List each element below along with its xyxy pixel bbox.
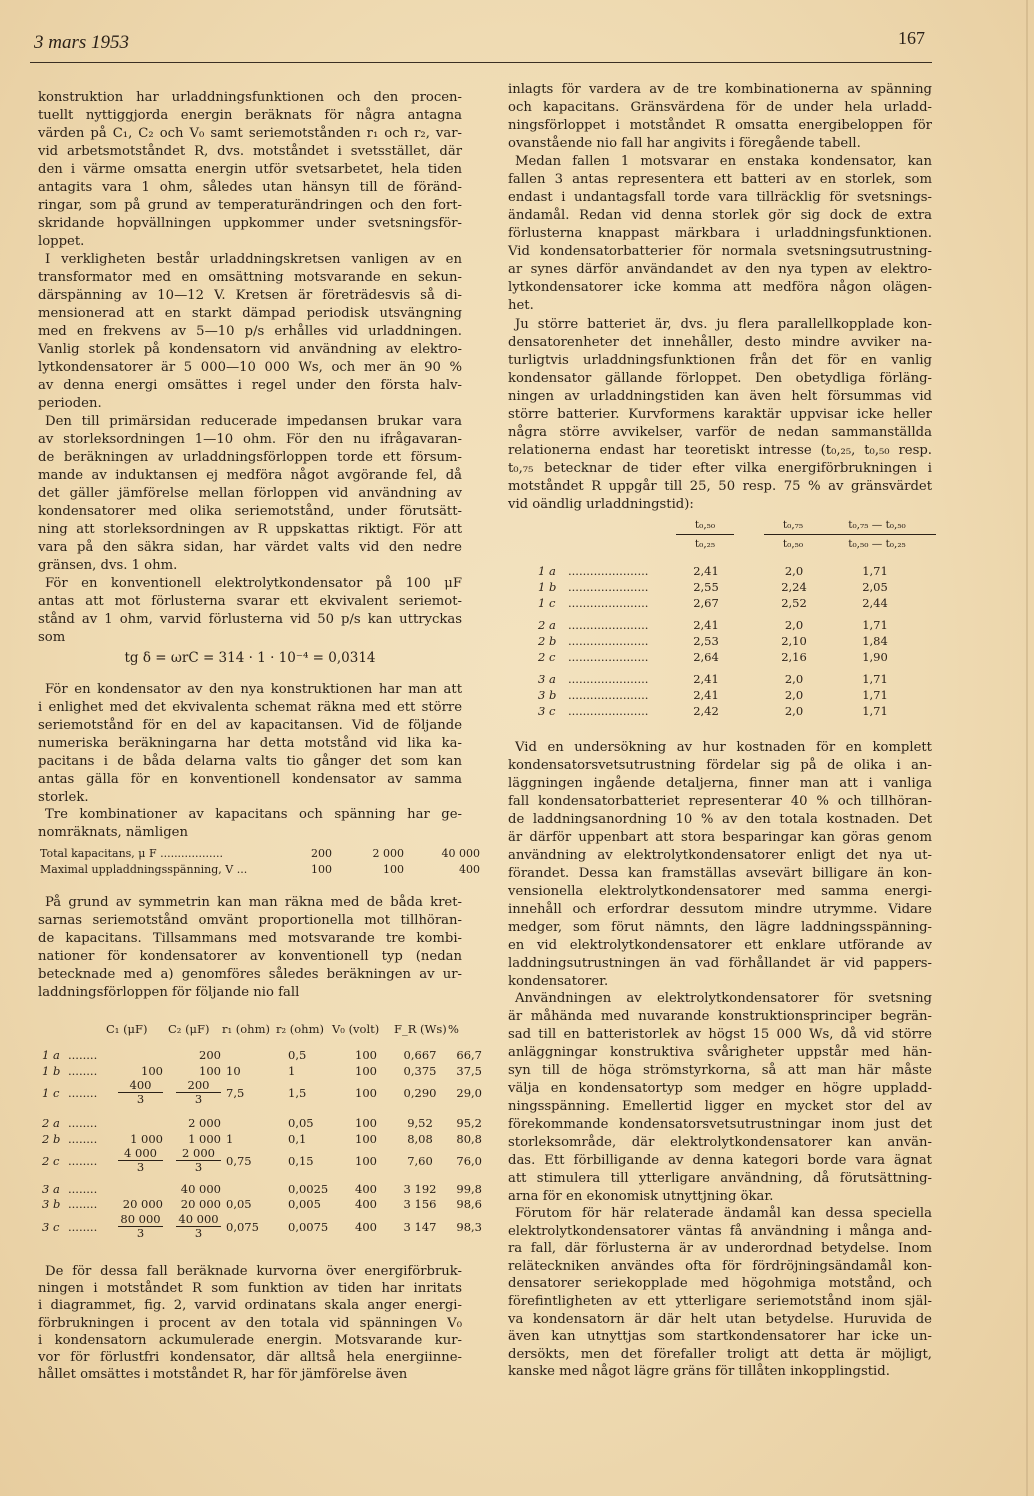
table-cell-pct: 98,3: [456, 1220, 482, 1234]
text-line: hållet omsättes i motståndet R, har för jämförelse även: [38, 1367, 408, 1383]
table-cell-c2: 1 000: [188, 1132, 221, 1146]
denominator: t₀,₅₀: [782, 538, 804, 550]
text-line: ra fall, där förlusterna är av underordnad betydelse. Inom: [508, 1241, 932, 1257]
denominator: 3: [136, 1226, 145, 1240]
table-cell-v0: 100: [355, 1116, 377, 1130]
numerator: t₀,₇₅: [764, 516, 822, 535]
table-cell-v0: 100: [355, 1086, 377, 1100]
case-label: 3 b: [42, 1197, 61, 1211]
left-column-paragraph: [38, 251, 462, 413]
right-column-paragraph: [508, 739, 932, 991]
denominator: 3: [194, 1160, 203, 1174]
table-cell-r2: 0,1: [288, 1132, 307, 1146]
column-header: %: [448, 1022, 459, 1036]
case-label: 2 a: [42, 1116, 60, 1130]
table-cell-fr: 9,52: [407, 1116, 433, 1130]
leader-dots: ......................: [568, 596, 649, 610]
combination-value: 2 000: [372, 847, 404, 860]
left-column-paragraph: [38, 806, 462, 842]
leader-dots: ........: [68, 1086, 98, 1100]
table-cell-v0: 100: [355, 1064, 377, 1078]
page-edge: [1026, 0, 1028, 1496]
fraction-cell: [176, 1079, 221, 1106]
text-line: nationer för kondensatorer av konventionell typ (nedan: [38, 949, 462, 964]
leader-dots: ........: [68, 1197, 98, 1211]
text-line: av storleksordningen 1—10 ohm. För den nu ifrågavaran-: [38, 432, 462, 447]
table-cell-fr: 3 192: [403, 1182, 437, 1196]
table-cell-v0: 100: [355, 1154, 377, 1168]
leader-dots: ......................: [568, 580, 649, 594]
text-line: pacitans i de båda delarna valts tio gånger det som kan: [38, 754, 462, 769]
text-line: ovanstående nio fall har angivits i föregående tabell.: [508, 136, 861, 151]
text-line: kondensatorsvetsutrustning fördelar sig på de olika i an-: [508, 758, 932, 773]
text-line: syn till de höga strömstyrkorna, så att man här måste: [508, 1063, 932, 1078]
ratio-header: [676, 516, 734, 553]
combination-row: [40, 862, 480, 878]
case-label: 2 a: [538, 618, 556, 632]
ratio-value: 2,0: [784, 672, 804, 686]
table-cell-pct: 76,0: [456, 1154, 482, 1168]
text-line: de kapacitans. Tillsammans med motsvarande tre kombi-: [38, 931, 462, 946]
text-line: medger, som förut nämnts, den lägre laddningsspänning-: [508, 920, 932, 935]
text-line: I verkligheten består urladdningskretsen vanligen av en: [45, 252, 462, 267]
combination-label: Maximal uppladdningsspänning, V ...: [40, 863, 248, 876]
text-line: större batterier. Kurvformens karaktär uppvisar icke heller: [508, 407, 932, 422]
denominator: 3: [194, 1226, 203, 1240]
case-label: 3 c: [42, 1220, 60, 1234]
table-cell-r2: 0,5: [288, 1048, 307, 1062]
text-line: storleksområde, där elektrolytkondensatorer kan använ-: [508, 1135, 932, 1150]
text-line: seriemotstånd för en del av kapacitansen. Vid de följande: [38, 718, 462, 733]
text-line: några större avvikelser, varför de nedan sammanställda: [508, 425, 932, 440]
ratio-value: 2,41: [693, 672, 719, 686]
text-line: förbrukningen i procent av den totala vid spänningen V₀: [38, 1315, 462, 1331]
text-line: ningen av urladdningstiden kan även helt försummas vid: [508, 389, 932, 404]
text-line: Förutom för här relaterade ändamål kan dessa speciella: [515, 1206, 932, 1221]
right-column-paragraph: [508, 1205, 932, 1381]
text-line: läggningen ingående detaljerna, finner man att i vanliga: [508, 776, 932, 791]
text-line: ning att storleksordningen av R uppskattas riktigt. För att: [38, 522, 462, 537]
text-line: de beräkningen av urladdningsförloppen torde ett försum-: [38, 450, 462, 465]
ratio-value: 2,53: [693, 634, 719, 648]
text-line: mensionerad att en starkt dämpad periodisk utsvängning: [38, 306, 462, 321]
text-line: storlek.: [38, 790, 89, 805]
column-header: V₀ (volt): [332, 1022, 380, 1036]
ratio-value: 2,67: [693, 596, 719, 610]
denominator: 3: [136, 1160, 145, 1174]
text-line: ningsspänning. Emellertid ligger en mycket stor del av: [508, 1099, 932, 1114]
text-line: perioden.: [38, 396, 102, 411]
leader-dots: ......................: [568, 704, 649, 718]
ratio-value: 2,05: [862, 580, 888, 594]
text-line: är därför uppenbart att stora besparingar kan göras genom: [508, 830, 932, 845]
text-line: Användningen av elektrolytkondensatorer för svetsning: [515, 991, 932, 1006]
case-label: 2 c: [538, 650, 556, 664]
table-cell-c2: 200: [199, 1048, 221, 1062]
table-cell-r1: 0,75: [226, 1154, 252, 1168]
text-line: de laddningsanordning 10 % av den totala kostnaden. Det: [508, 812, 932, 827]
text-line: Vid kondensatorbatterier för normala svetsningsutrustning-: [508, 244, 932, 259]
table-cell-fr: 0,375: [403, 1064, 437, 1078]
left-column-paragraph: [38, 575, 462, 647]
table-cell-c2: 2 000: [188, 1116, 221, 1130]
text-line: sad till en batteristorlek av högst 15 000 Ws, då vid större: [508, 1027, 932, 1042]
text-line: med en frekvens av 5—10 p/s erhålles vid urladdningen.: [38, 324, 462, 339]
text-line: innehåll och erfordrar dessutom mindre utrymme. Vidare: [508, 902, 932, 917]
ratio-value: 2,41: [693, 564, 719, 578]
text-line: mande av induktansen ej medföra något avgörande fel, då: [38, 468, 462, 483]
text-line: ar synes därför användandet av den nya typen av elektro-: [508, 262, 932, 277]
leader-dots: ........: [68, 1048, 98, 1062]
text-line: fallen 3 antas representera ett batteri av en storlek, som: [508, 172, 932, 187]
leader-dots: ........: [68, 1116, 98, 1130]
text-line: antagits vara 1 ohm, således utan hänsyn till de föränd-: [38, 180, 462, 195]
text-line: ningen i motståndet R som funktion av tiden har inritats: [38, 1281, 462, 1297]
table-cell-v0: 400: [355, 1182, 377, 1196]
loss-formula: tg δ = ωrC = 314 · 1 · 10⁻⁴ = 0,0314: [124, 650, 376, 666]
text-line: reläteckniken användes ofta för fördröjningsändamål kon-: [508, 1258, 932, 1274]
text-line: antas gälla för en konventionell kondensator av samma: [38, 772, 462, 787]
text-line: va kondensatorn är där helt utan betydelse. Huruvida de: [508, 1311, 932, 1327]
ratio-value: 2,55: [693, 580, 719, 594]
column-header: r₁ (ohm): [222, 1022, 270, 1036]
text-line: stånd av 1 ohm, varvid förlusterna vid 50 p/s kan uttryckas: [38, 612, 462, 627]
numerator: t₀,₅₀: [676, 516, 734, 535]
table-cell-r1: 7,5: [226, 1086, 245, 1100]
case-label: 3 a: [538, 672, 556, 686]
column-header: C₂ (μF): [168, 1022, 210, 1036]
table-cell-pct: 37,5: [456, 1064, 482, 1078]
text-line: av denna energi omsättes i regel under den första halv-: [38, 378, 462, 393]
combination-value: 100: [311, 863, 332, 876]
issue-date: 3 mars 1953: [34, 32, 130, 53]
ratio-value: 2,0: [784, 618, 804, 632]
leader-dots: ......................: [568, 688, 649, 702]
leader-dots: ........: [68, 1220, 98, 1234]
text-line: förandet. Dessa kan framställas avsevärt billigare än kon-: [508, 866, 932, 881]
combinations-table: [40, 846, 480, 878]
case-label: 2 b: [538, 634, 557, 648]
text-line: och kapacitans. Gränsvärdena för de under hela urladd-: [508, 100, 932, 115]
text-line: lytkondensatorer icke komma att medföra någon olägen-: [508, 280, 932, 295]
text-line: numeriska beräkningarna har detta motstånd vid lika ka-: [38, 736, 462, 751]
combination-value: 200: [311, 847, 332, 860]
case-label: 2 b: [42, 1132, 61, 1146]
table-cell-pct: 95,2: [456, 1116, 482, 1130]
table-cell-r2: 1: [288, 1064, 296, 1078]
combination-value: 40 000: [441, 847, 480, 860]
leader-dots: ........: [68, 1132, 98, 1146]
table-cell-fr: 0,290: [403, 1086, 437, 1100]
left-column-paragraph: [38, 413, 462, 575]
leader-dots: ......................: [568, 672, 649, 686]
table-cell-pct: 99,8: [456, 1182, 482, 1196]
right-column-paragraph: [508, 316, 932, 514]
text-line: är måhända med nuvarande konstruktionsprinciper begrän-: [508, 1009, 932, 1024]
text-line: därspänning av 10—12 V. Kretsen är företrädesvis så di-: [38, 288, 462, 303]
text-line: motståndet R uppgår till 25, 50 resp. 75 % av gränsvärdet: [508, 479, 932, 494]
text-line: kanske med något lägre gräns för tillåten inkopplingstid.: [508, 1364, 890, 1380]
ratio-value: 2,41: [693, 618, 719, 632]
ratio-value: 2,0: [784, 704, 804, 718]
column-header: F_R (Ws): [394, 1022, 447, 1036]
table-cell-pct: 29,0: [456, 1086, 482, 1100]
fraction-cell: [118, 1079, 163, 1106]
case-label: 3 c: [538, 704, 556, 718]
table-cell-r2: 0,0075: [288, 1220, 329, 1234]
text-line: Vanlig storlek på kondensatorn vid användning av elektro-: [38, 342, 462, 357]
fraction-cell: [118, 1213, 163, 1240]
text-line: den i värme omsatta energin utför svetsarbetet, hela tiden: [38, 162, 462, 177]
numerator: 200: [176, 1079, 221, 1093]
ratio-header: [818, 516, 936, 553]
text-line: het.: [508, 298, 534, 313]
table-cell-fr: 3 147: [403, 1220, 437, 1234]
case-label: 2 c: [42, 1154, 60, 1168]
text-line: relationerna endast har teoretiskt intresse (t₀,₂₅, t₀,₅₀ resp.: [508, 443, 932, 458]
ratio-value: 1,84: [862, 634, 888, 648]
text-line: vid arbetsmotståndet R, dvs. motståndet i svetsstället, där: [38, 144, 462, 159]
table-cell-c2: 100: [199, 1064, 221, 1078]
table-cell-c2: 40 000: [180, 1182, 221, 1196]
text-line: t₀,₇₅ betecknar de tider efter vilka energiförbrukningen i: [508, 461, 932, 476]
text-line: De för dessa fall beräknade kurvorna över energiförbruk-: [45, 1264, 462, 1279]
table-cell-pct: 66,7: [456, 1048, 482, 1062]
table-cell-r1: 10: [226, 1064, 241, 1078]
text-line: laddningsutrustningen än vad förhållandet är vid pappers-: [508, 956, 932, 971]
text-line: transformator med en omsättning motsvarande en sekun-: [38, 270, 462, 285]
text-line: i diagrammet, fig. 2, varvid ordinatans skala anger energi-: [38, 1298, 462, 1314]
page-number: 167: [898, 28, 925, 48]
ratio-header: [764, 516, 822, 553]
table-cell-v0: 100: [355, 1048, 377, 1062]
table-cell-v0: 400: [355, 1197, 377, 1211]
text-line: förefintligheten av ett ytterligare seriemotstånd inom själ-: [508, 1293, 932, 1309]
leader-dots: ........: [68, 1154, 98, 1168]
text-line: arna för en ekonomisk utnyttjning ökar.: [508, 1189, 774, 1204]
text-line: fall kondensatorbatteriet representerar 40 % och tillhöran-: [508, 794, 932, 809]
text-line: välja en kondensatortyp som medger en högre uppladd-: [508, 1081, 932, 1096]
table-cell-c1: 100: [141, 1064, 163, 1078]
text-line: lytkondensatorer är 5 000—10 000 Ws, och mer än 90 %: [38, 360, 462, 375]
table-cell-c1: 1 000: [130, 1132, 163, 1146]
text-line: turligtvis urladdningsfunktionen från det för en vanlig: [508, 353, 932, 368]
text-line: För en konventionell elektrolytkondensator på 100 μF: [45, 576, 462, 591]
leader-dots: ........: [68, 1064, 98, 1078]
table-cell-r2: 0,15: [288, 1154, 314, 1168]
combination-value: 100: [383, 863, 404, 876]
combination-label: Total kapacitans, μ F ..................: [40, 847, 224, 860]
case-label: 1 c: [538, 596, 556, 610]
fraction-cell: [118, 1147, 163, 1174]
ratio-value: 2,64: [693, 650, 719, 664]
case-label: 1 c: [42, 1086, 60, 1100]
table-cell-c2: 20 000: [180, 1197, 221, 1211]
ratio-value: 2,10: [781, 634, 807, 648]
text-line: kondensator gällande förloppet. Den obetydliga förläng-: [508, 371, 932, 386]
text-line: kondensatorer.: [508, 974, 609, 989]
fraction-cell: [176, 1213, 221, 1240]
left-column-paragraph: [38, 89, 462, 251]
numerator: 80 000: [118, 1213, 163, 1227]
text-line: Tre kombinationer av kapacitans och spänning har ge-: [45, 807, 462, 822]
right-column-paragraph: [508, 990, 932, 1206]
column-header: r₂ (ohm): [276, 1022, 324, 1036]
text-line: det gäller jämförelse mellan förloppen vid användning av: [38, 486, 462, 501]
ratio-value: 2,24: [781, 580, 807, 594]
table-cell-c1: 20 000: [122, 1197, 163, 1211]
ratio-value: 2,0: [784, 564, 804, 578]
text-line: Vid en undersökning av hur kostnaden för en komplett: [515, 740, 932, 755]
header-rule: [30, 62, 932, 63]
leader-dots: ......................: [568, 618, 649, 632]
table-cell-pct: 98,6: [456, 1197, 482, 1211]
text-line: en vid elektrolytkondensatorer ett enklare utförande av: [508, 938, 932, 953]
text-line: ringar, som på grund av temperaturändringen och den fort-: [38, 198, 462, 213]
leader-dots: ......................: [568, 564, 649, 578]
table-cell-fr: 8,08: [407, 1132, 433, 1146]
text-line: att stimulera till ytterligare användning, då förutsättning-: [508, 1171, 932, 1186]
ratio-value: 1,71: [862, 618, 888, 632]
text-line: som: [38, 630, 66, 645]
combination-value: 400: [459, 863, 480, 876]
text-line: ändamål. Redan vid denna storlek gör sig dock de extra: [508, 208, 932, 223]
text-line: konstruktion har urladdningsfunktionen och den procen-: [38, 90, 462, 105]
right-column-paragraph: [508, 153, 932, 315]
text-line: vid oändlig urladdningstid):: [508, 497, 694, 512]
text-line: även kan utnyttjas som startkondensatorer har icke un-: [508, 1329, 932, 1345]
text-line: laddningsförloppen för följande nio fall: [38, 985, 300, 1000]
leader-dots: ......................: [568, 650, 649, 664]
text-line: Ju större batteriet är, dvs. ju flera parallellkopplade kon-: [515, 317, 932, 332]
table-cell-r1: 0,05: [226, 1197, 252, 1211]
ratio-value: 2,41: [693, 688, 719, 702]
table-cell-r2: 1,5: [288, 1086, 307, 1100]
table-cell-r1: 0,075: [226, 1220, 259, 1234]
text-line: nomräknats, nämligen: [38, 825, 188, 840]
table-cell-fr: 0,667: [403, 1048, 437, 1062]
text-line: ningsförloppet i motståndet R omsatta energibeloppen för: [508, 118, 932, 133]
text-line: densatorer seriekopplade med högohmiga motstånd, och: [508, 1276, 932, 1292]
table-cell-pct: 80,8: [456, 1132, 482, 1146]
case-label: 1 a: [538, 564, 556, 578]
ratio-value: 1,71: [862, 688, 888, 702]
text-line: kondensatorer med olika seriemotstånd, under förutsätt-: [38, 504, 462, 519]
text-line: förlusterna knappast märkbara i urladdningsfunktionen.: [508, 226, 932, 241]
ratio-value: 2,0: [784, 688, 804, 702]
case-label: 1 b: [42, 1064, 61, 1078]
table-cell-v0: 100: [355, 1132, 377, 1146]
denominator: t₀,₂₅: [694, 538, 716, 550]
left-column-paragraph: [38, 894, 462, 1002]
text-line: vensionella elektrolytkondensatorer med samma energi-: [508, 884, 932, 899]
table-cell-r2: 0,05: [288, 1116, 314, 1130]
text-line: betecknade med a) genomföres således beräkningen av ur-: [38, 967, 462, 982]
denominator: t₀,₅₀ — t₀,₂₅: [848, 538, 906, 550]
case-label: 3 b: [538, 688, 557, 702]
case-label: 3 a: [42, 1182, 60, 1196]
text-line: endast i undantagsfall torde vara tillräcklig för svetsnings-: [508, 190, 932, 205]
text-line: skridande hopvällningen uppkommer under svetsningsför-: [38, 216, 462, 231]
text-line: loppet.: [38, 234, 85, 249]
case-label: 1 b: [538, 580, 557, 594]
text-line: Den till primärsidan reducerade impedansen brukar vara: [45, 414, 462, 429]
case-label: 1 a: [42, 1048, 60, 1062]
text-line: densatorenheter det innehåller, desto mindre avviker na-: [508, 335, 932, 350]
column-header: C₁ (μF): [106, 1022, 148, 1036]
leader-dots: ........: [68, 1182, 98, 1196]
table-cell-r2: 0,005: [288, 1197, 321, 1211]
text-line: i kondensatorn ackumulerade energin. Motsvarande kur-: [38, 1332, 462, 1348]
text-line: gränsen, dvs. 1 ohm.: [38, 558, 178, 573]
leader-dots: ......................: [568, 634, 649, 648]
right-column-paragraph: [508, 81, 932, 153]
ratio-value: 2,52: [781, 596, 807, 610]
text-line: antas att mot förlusterna svarar ett ekvivalent seriemot-: [38, 594, 462, 609]
denominator: 3: [136, 1092, 145, 1106]
left-column-paragraph: [38, 681, 462, 807]
text-line: Medan fallen 1 motsvarar en enstaka kondensator, kan: [515, 154, 932, 169]
ratio-value: 1,71: [862, 704, 888, 718]
ratio-value: 1,71: [862, 672, 888, 686]
ratio-value: 1,90: [862, 650, 888, 664]
text-line: sarnas seriemotstånd omvänt proportionella mot tillhöran-: [38, 913, 462, 928]
text-line: För en kondensator av den nya konstruktionen har man att: [45, 682, 462, 697]
numerator: 40 000: [176, 1213, 221, 1227]
text-line: elektrolytkondensatorer väntas få användning i många and-: [508, 1223, 932, 1239]
text-line: anläggningar konstruktiva svårigheter uppstår med hän-: [508, 1045, 932, 1060]
denominator: 3: [194, 1092, 203, 1106]
table-cell-fr: 3 156: [403, 1197, 437, 1211]
table-cell-v0: 400: [355, 1220, 377, 1234]
ratio-value: 1,71: [862, 564, 888, 578]
fraction-cell: [176, 1147, 221, 1174]
combination-row: [40, 846, 480, 862]
text-line: i enlighet med det ekvivalenta schemat räkna med ett större: [38, 700, 462, 715]
table-cell-fr: 7,60: [407, 1154, 433, 1168]
text-line: värden på C₁, C₂ och V₀ samt seriemotstånden r₁ och r₂, var-: [38, 126, 462, 141]
numerator: t₀,₇₅ — t₀,₅₀: [818, 516, 936, 535]
text-line: förekommande kondensatorsvetsutrustningar inom just det: [508, 1117, 932, 1132]
text-line: På grund av symmetrin kan man räkna med de båda kret-: [45, 895, 462, 910]
text-line: das. Ett förbilligande av denna kategori borde vara ägnat: [508, 1153, 932, 1168]
numerator: 4 000: [118, 1147, 163, 1161]
left-column-paragraph: [38, 1263, 462, 1383]
numerator: 400: [118, 1079, 163, 1093]
text-line: inlagts för vardera av de tre kombinationerna av spänning: [508, 82, 932, 97]
ratio-value: 2,42: [693, 704, 719, 718]
ratio-value: 2,16: [781, 650, 807, 664]
table-cell-r2: 0,0025: [288, 1182, 329, 1196]
numerator: 2 000: [176, 1147, 221, 1161]
text-line: vara på den säkra sidan, har värdet valts vid den nedre: [38, 540, 462, 555]
table-cell-r1: 1: [226, 1132, 234, 1146]
text-line: vor för förlustfri kondensator, där alltså hela energiinne-: [38, 1349, 462, 1365]
text-line: användning av elektrolytkondensatorer enligt det nya ut-: [508, 848, 932, 863]
text-line: dersökts, men det förefaller troligt att detta är möjligt,: [508, 1346, 932, 1362]
ratio-value: 2,44: [862, 596, 888, 610]
text-line: tuellt nyttiggjorda energin beräknats för några antagna: [38, 108, 462, 123]
